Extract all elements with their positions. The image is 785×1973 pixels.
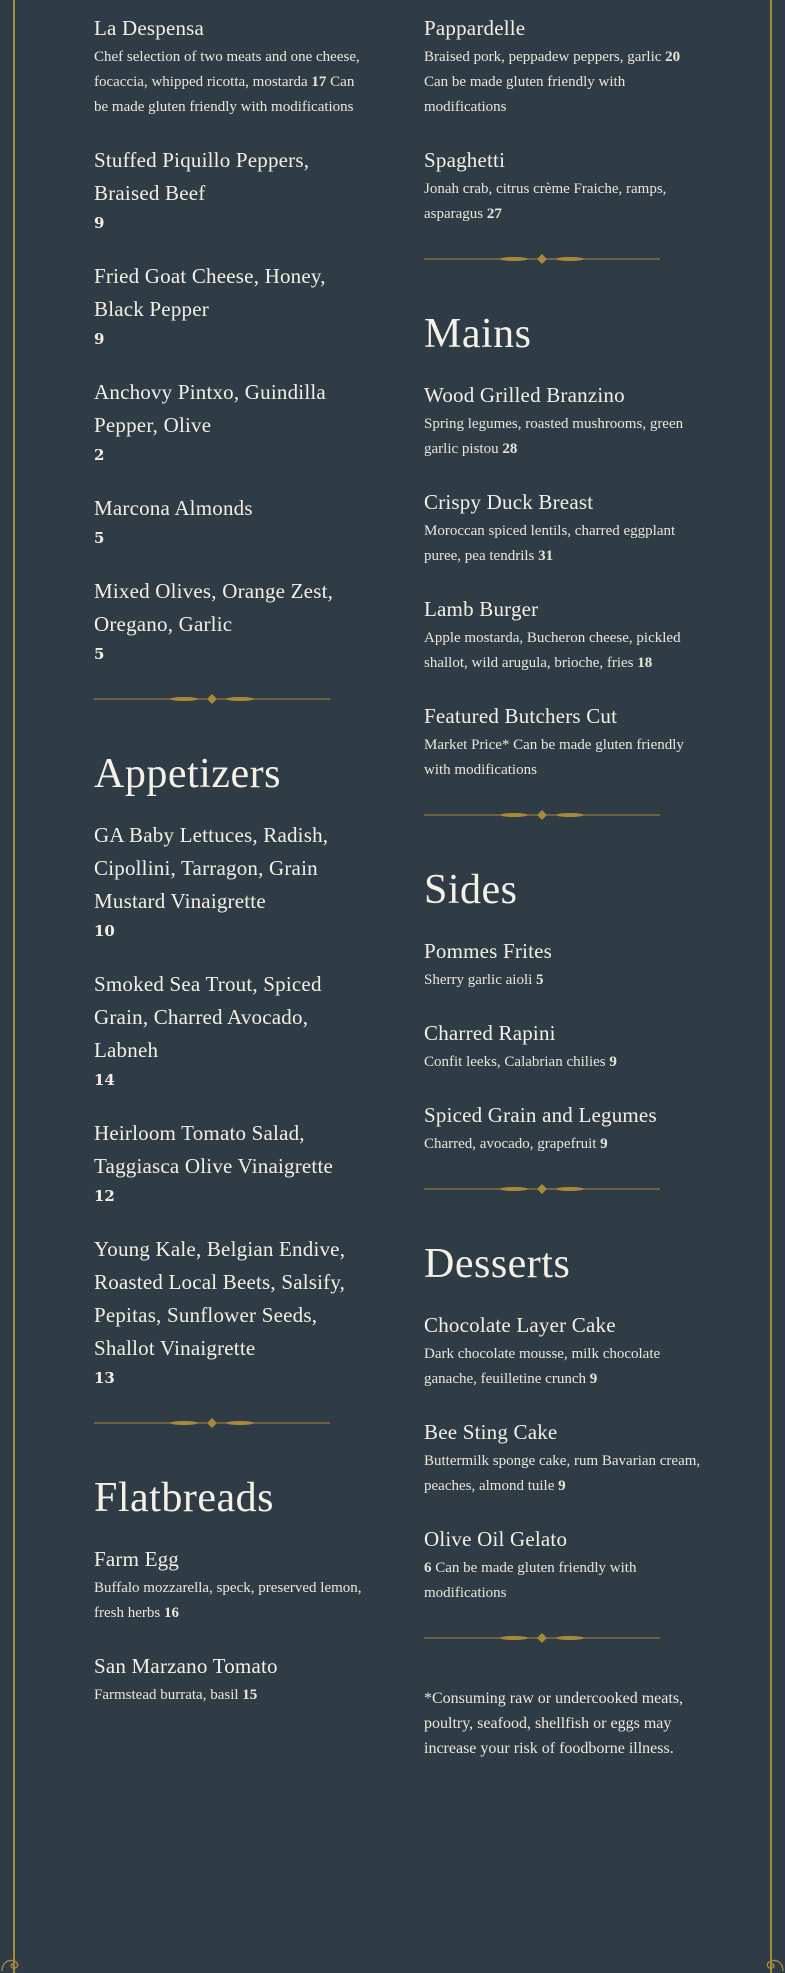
item-price: 27 <box>486 206 502 222</box>
menu-item <box>94 1233 366 1391</box>
menu-item <box>424 935 704 993</box>
ornamental-divider-icon <box>424 807 704 823</box>
item-price: 16 <box>163 1605 179 1621</box>
item-price: 31 <box>538 548 554 564</box>
ornamental-divider-icon <box>424 1630 704 1646</box>
menu-item <box>94 819 366 944</box>
item-note: Can be made gluten friendly with modifications <box>424 1560 637 1601</box>
item-description <box>94 1576 366 1626</box>
item-description <box>424 733 704 783</box>
item-desc-text: Buttermilk sponge cake, rum Bavarian cream, peaches, almond tuile <box>424 1453 701 1494</box>
corner-ornament-right-icon <box>759 1953 785 1971</box>
item-price: 9 <box>609 1054 617 1070</box>
item-name: Fried Goat Cheese, Honey, Black Pepper <box>94 264 326 321</box>
section-title-sides: Sides <box>424 867 518 913</box>
item-price: 20 <box>665 49 681 65</box>
menu-item <box>94 1650 366 1708</box>
item-description <box>424 177 704 227</box>
border-line-right <box>770 0 772 1973</box>
item-desc-text: Moroccan spiced lentils, charred eggplant puree, pea tendrils <box>424 523 676 564</box>
menu-item <box>424 1309 704 1392</box>
item-name: Smoked Sea Trout, Spiced Grain, Charred Avocado, Labneh <box>94 972 322 1062</box>
menu-item <box>424 700 704 783</box>
item-name: Stuffed Piquillo Peppers, Braised Beef <box>94 148 310 205</box>
item-price: 14 <box>94 1071 115 1089</box>
corner-ornament-left-icon <box>0 1953 26 1971</box>
item-note: Can be made gluten friendly with modifications <box>94 74 355 115</box>
item-price: 9 <box>94 330 105 348</box>
border-line-left <box>13 0 15 1973</box>
menu-item <box>94 492 366 551</box>
menu-item <box>94 968 366 1093</box>
item-price: 9 <box>94 214 105 232</box>
item-description <box>424 1132 704 1157</box>
menu-item <box>424 593 704 676</box>
item-price: 15 <box>242 1687 258 1703</box>
item-name: Anchovy Pintxo, Guindilla Pepper, Olive <box>94 380 326 437</box>
item-desc-text: Braised pork, peppadew peppers, garlic <box>424 49 662 65</box>
item-description <box>424 1556 704 1606</box>
item-price: 28 <box>502 441 518 457</box>
item-name: Farm Egg <box>94 1547 180 1571</box>
item-name: San Marzano Tomato <box>94 1654 278 1678</box>
item-price: 5 <box>94 529 105 547</box>
item-desc-text: Buffalo mozzarella, speck, preserved lemon, fresh herbs <box>94 1580 362 1621</box>
ornamental-divider-icon <box>94 691 366 707</box>
item-desc-text: Sherry garlic aioli <box>424 972 533 988</box>
menu-item <box>424 1099 704 1157</box>
item-name: Spiced Grain and Legumes <box>424 1103 657 1127</box>
item-description <box>424 412 704 462</box>
item-name: La Despensa <box>94 16 205 40</box>
item-description <box>424 45 704 120</box>
item-price: 12 <box>94 1187 115 1205</box>
section-title-appetizers: Appetizers <box>94 751 281 797</box>
item-description <box>94 45 366 120</box>
item-name: Pappardelle <box>424 16 526 40</box>
ornamental-divider-icon <box>424 1181 704 1197</box>
item-desc-text: Market Price* Can be made gluten friendly with modifications <box>424 737 684 778</box>
item-price: 9 <box>589 1371 598 1387</box>
item-description <box>424 1449 704 1499</box>
item-name: Featured Butchers Cut <box>424 704 618 728</box>
section-title-desserts: Desserts <box>424 1241 571 1287</box>
item-desc-text: Dark chocolate mousse, milk chocolate ganache, feuilletine crunch <box>424 1346 661 1387</box>
item-price: 5 <box>536 972 544 988</box>
item-name: Bee Sting Cake <box>424 1420 558 1444</box>
item-name: Charred Rapini <box>424 1021 556 1045</box>
menu-column-left <box>94 12 366 1732</box>
item-desc-text: Jonah crab, citrus crème Fraiche, ramps, asparagus <box>424 181 667 222</box>
menu-item <box>424 1017 704 1075</box>
menu-item <box>424 1523 704 1606</box>
item-desc-text: Farmstead burrata, basil <box>94 1687 239 1703</box>
item-price: 17 <box>311 74 327 90</box>
item-price: 10 <box>94 922 115 940</box>
section-title-mains: Mains <box>424 311 532 357</box>
item-price: 13 <box>94 1369 115 1387</box>
item-name: Wood Grilled Branzino <box>424 383 625 407</box>
menu-item <box>94 1543 366 1626</box>
item-desc-text: Charred, avocado, grapefruit <box>424 1136 597 1152</box>
item-name: Mixed Olives, Orange Zest, Oregano, Garlic <box>94 579 334 636</box>
menu-column-right <box>424 12 704 1761</box>
item-price: 9 <box>558 1478 566 1494</box>
item-description <box>424 626 704 676</box>
item-desc-text: Chef selection of two meats and one cheese, focaccia, whipped ricotta, mostarda <box>94 49 360 90</box>
section-title-flatbreads: Flatbreads <box>94 1475 274 1521</box>
item-name: GA Baby Lettuces, Radish, Cipollini, Tarragon, Grain Mustard Vinaigrette <box>94 823 329 913</box>
menu-item <box>424 12 704 120</box>
item-price: 18 <box>637 655 653 671</box>
health-disclaimer: *Consuming raw or undercooked meats, poultry, seafood, shellfish or eggs may increase your risk of foodborne illness. <box>424 1690 684 1757</box>
item-name: Spaghetti <box>424 148 506 172</box>
menu-item <box>94 376 366 468</box>
item-price: 5 <box>94 645 105 663</box>
menu-item <box>424 379 704 462</box>
ornamental-divider-icon <box>94 1415 366 1431</box>
item-name: Young Kale, Belgian Endive, Roasted Local Beets, Salsify, Pepitas, Sunflower Seeds, Shallot Vinaigrette <box>94 1237 346 1360</box>
item-desc-text: Apple mostarda, Bucheron cheese, pickled shallot, wild arugula, brioche, fries <box>424 630 681 671</box>
menu-item <box>94 144 366 236</box>
item-name: Olive Oil Gelato <box>424 1527 568 1551</box>
item-description <box>424 1050 704 1075</box>
item-name: Pommes Frites <box>424 939 553 963</box>
item-price: 2 <box>94 446 105 464</box>
item-name: Chocolate Layer Cake <box>424 1313 616 1337</box>
item-name: Heirloom Tomato Salad, Taggiasca Olive Vinaigrette <box>94 1121 334 1178</box>
item-name: Marcona Almonds <box>94 496 253 520</box>
menu-item <box>94 12 366 120</box>
menu-item <box>424 144 704 227</box>
item-description <box>424 968 704 993</box>
item-name: Lamb Burger <box>424 597 539 621</box>
ornamental-divider-icon <box>424 251 704 267</box>
item-price: 6 <box>424 1560 432 1576</box>
item-description <box>424 519 704 569</box>
item-description <box>424 1342 704 1392</box>
item-note: Can be made gluten friendly with modifications <box>424 74 626 115</box>
item-desc-text: Confit leeks, Calabrian chilies <box>424 1054 606 1070</box>
menu-item <box>424 1416 704 1499</box>
menu-item <box>424 486 704 569</box>
menu-item <box>94 575 366 667</box>
menu-item <box>94 1117 366 1209</box>
item-desc-text: Spring legumes, roasted mushrooms, green garlic pistou <box>424 416 684 457</box>
menu-item <box>94 260 366 352</box>
item-price: 9 <box>600 1136 608 1152</box>
item-name: Crispy Duck Breast <box>424 490 594 514</box>
item-description <box>94 1683 366 1708</box>
